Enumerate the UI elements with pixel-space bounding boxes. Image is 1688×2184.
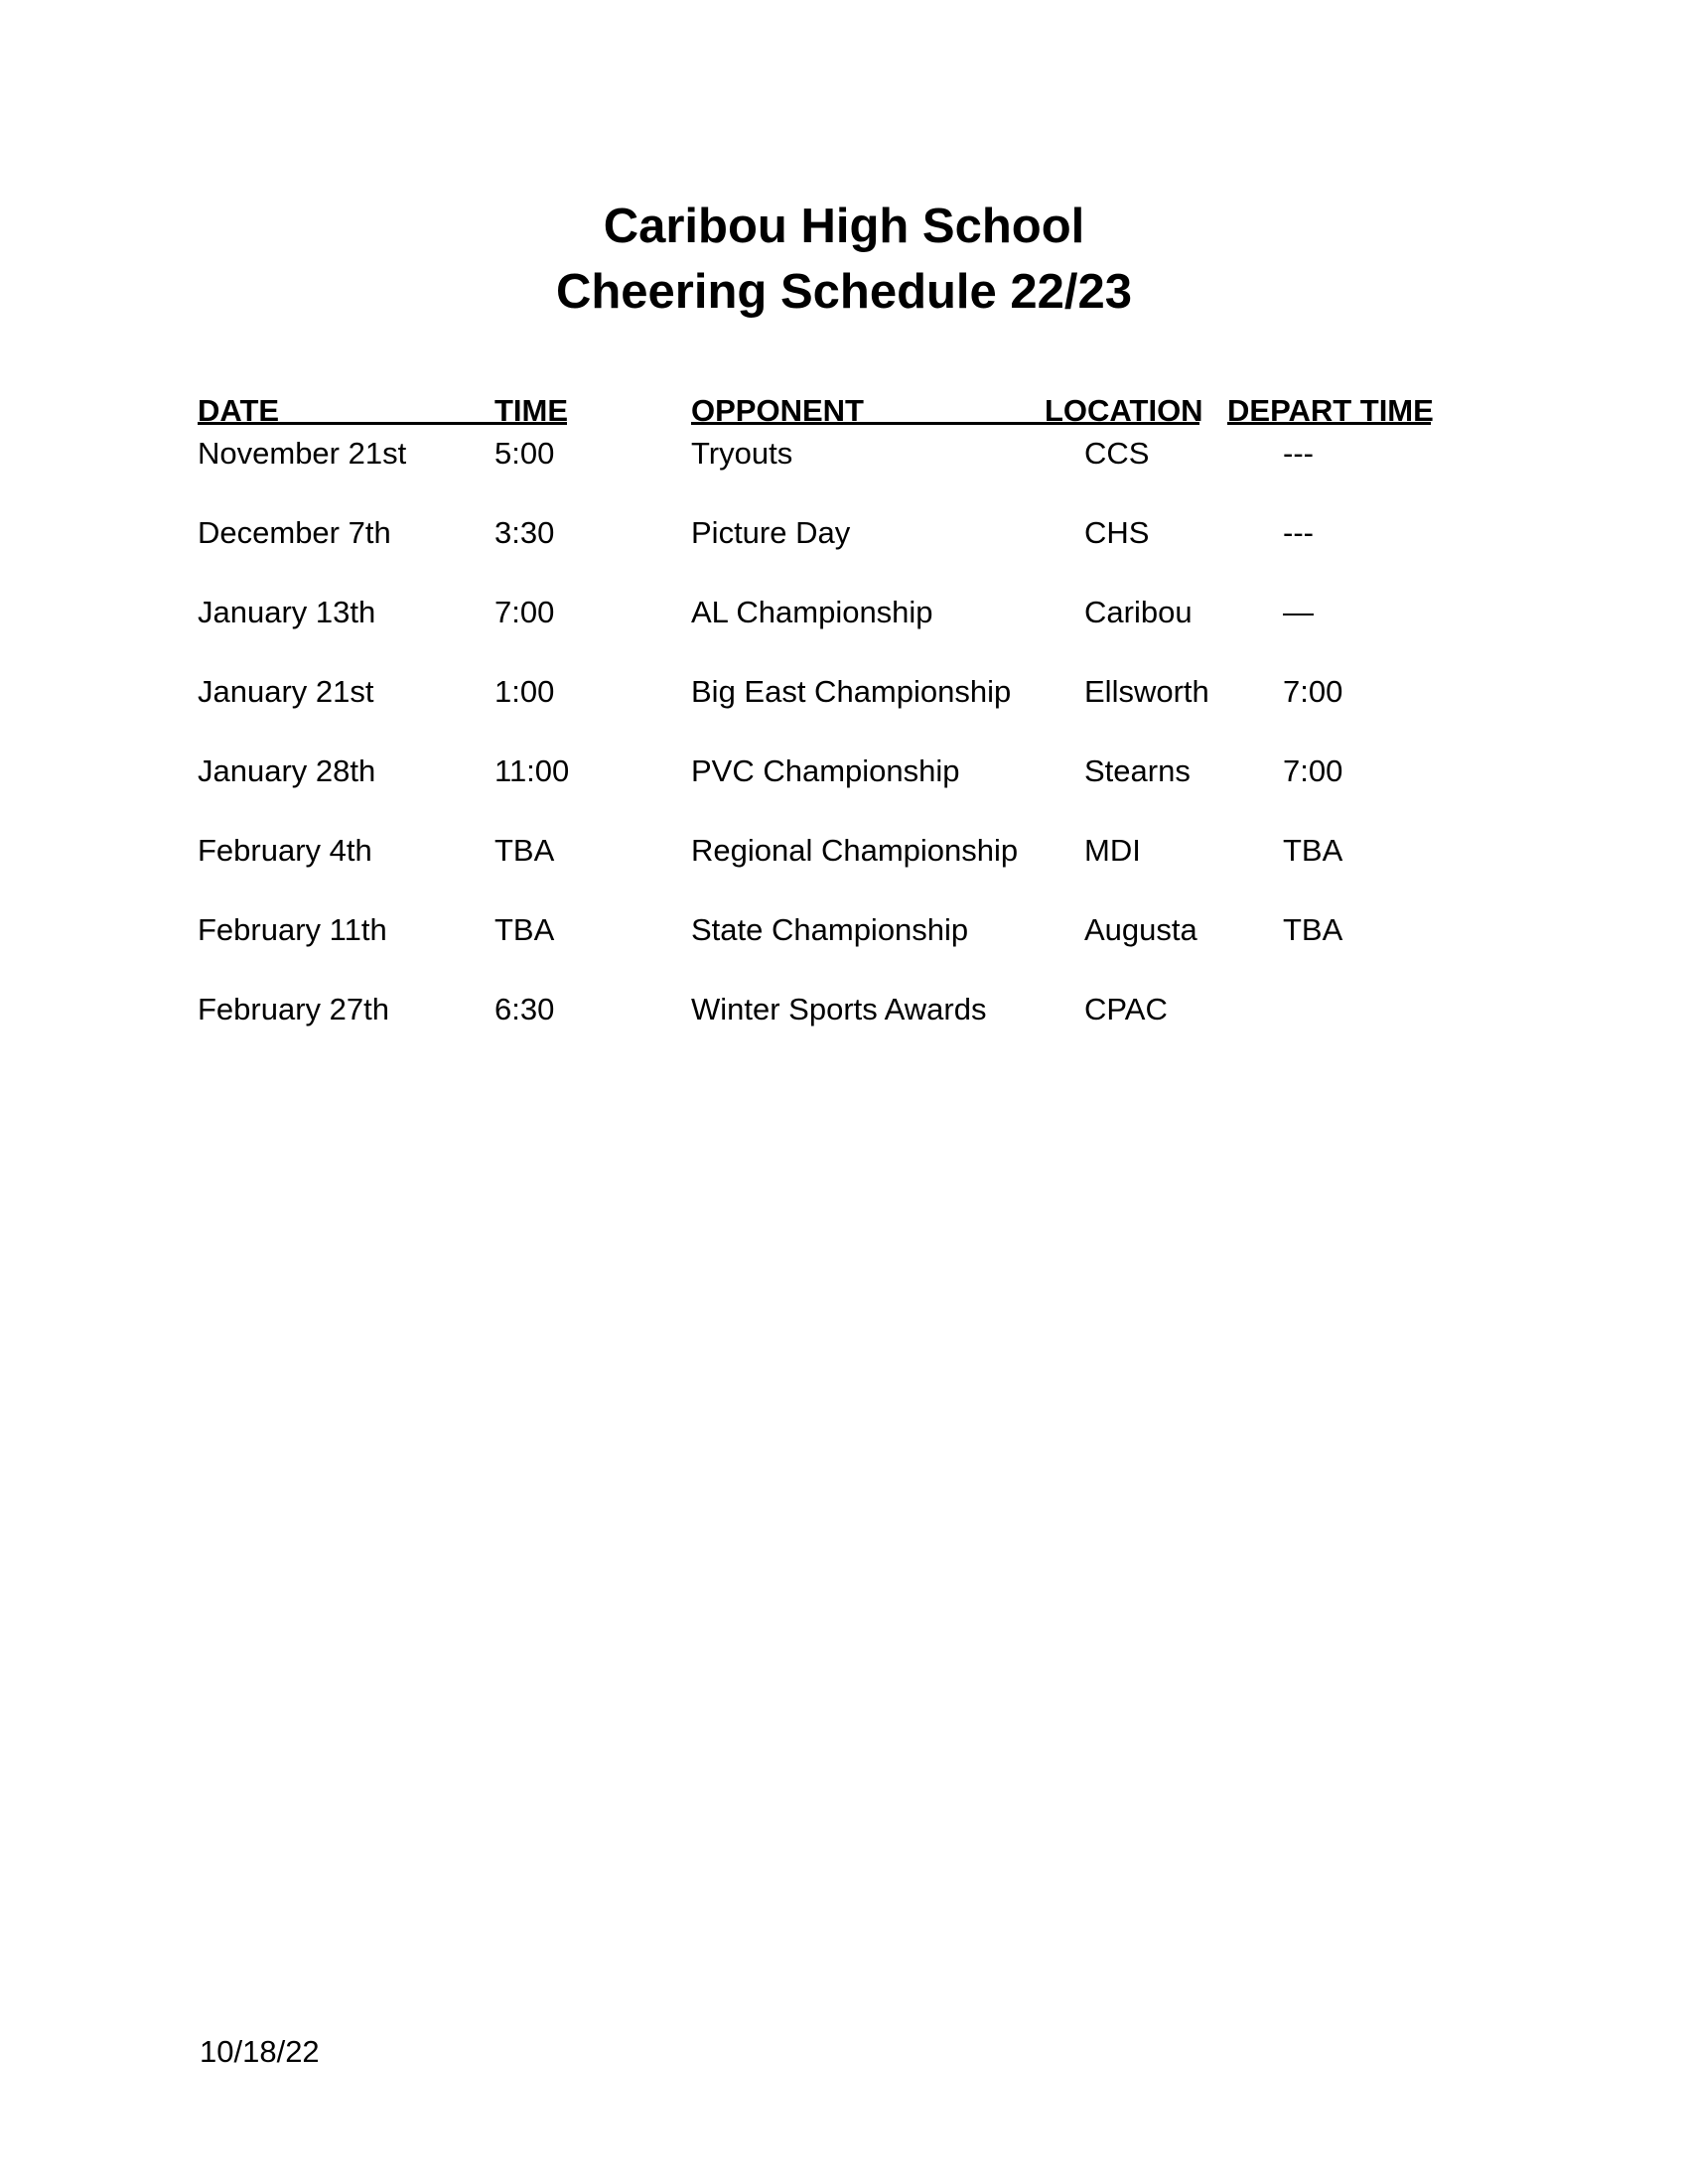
cell-location: CPAC — [1084, 992, 1168, 1026]
cell-date: February 27th — [198, 992, 389, 1026]
cell-location: MDI — [1084, 833, 1141, 868]
cell-location: Augusta — [1084, 912, 1197, 947]
cell-depart-time: — — [1283, 595, 1314, 629]
cell-time: 3:30 — [494, 515, 555, 550]
cell-depart-time: TBA — [1283, 833, 1343, 868]
cell-time: 11:00 — [494, 753, 570, 788]
footer-date: 10/18/22 — [200, 2034, 320, 2069]
cell-time: 6:30 — [494, 992, 555, 1026]
cell-location: Ellsworth — [1084, 674, 1209, 709]
column-header-time: TIME — [494, 393, 569, 428]
cell-opponent: Winter Sports Awards — [691, 992, 987, 1026]
cell-depart-time: --- — [1283, 436, 1314, 471]
cell-time: 1:00 — [494, 674, 555, 709]
cell-date: January 28th — [198, 753, 376, 788]
cell-depart-time: 7:00 — [1283, 674, 1343, 709]
cell-time: TBA — [494, 833, 555, 868]
column-header-date: DATE — [198, 393, 280, 428]
cell-opponent: State Championship — [691, 912, 969, 947]
cell-location: Caribou — [1084, 595, 1193, 629]
cell-opponent: Tryouts — [691, 436, 793, 471]
cell-opponent: AL Championship — [691, 595, 933, 629]
cell-location: CCS — [1084, 436, 1150, 471]
page-title: Caribou High School — [603, 200, 1085, 253]
cell-opponent: PVC Championship — [691, 753, 960, 788]
cell-date: February 11th — [198, 912, 387, 947]
cell-depart-time: TBA — [1283, 912, 1343, 947]
cell-date: February 4th — [198, 833, 372, 868]
cell-date: November 21st — [198, 436, 407, 471]
column-header-depart-time: DEPART TIME — [1227, 393, 1434, 428]
cell-opponent: Big East Championship — [691, 674, 1012, 709]
cell-location: Stearns — [1084, 753, 1191, 788]
cell-date: January 21st — [198, 674, 374, 709]
cell-date: December 7th — [198, 515, 391, 550]
column-header-location: LOCATION — [1045, 393, 1203, 428]
cell-date: January 13th — [198, 595, 376, 629]
cell-time: 5:00 — [494, 436, 555, 471]
cell-time: TBA — [494, 912, 555, 947]
cell-depart-time: --- — [1283, 515, 1314, 550]
cell-location: CHS — [1084, 515, 1150, 550]
cell-time: 7:00 — [494, 595, 555, 629]
column-header-opponent: OPPONENT — [691, 393, 864, 428]
cell-depart-time: 7:00 — [1283, 753, 1343, 788]
cell-opponent: Regional Championship — [691, 833, 1019, 868]
page-subtitle: Cheering Schedule 22/23 — [555, 265, 1133, 319]
cell-opponent: Picture Day — [691, 515, 851, 550]
